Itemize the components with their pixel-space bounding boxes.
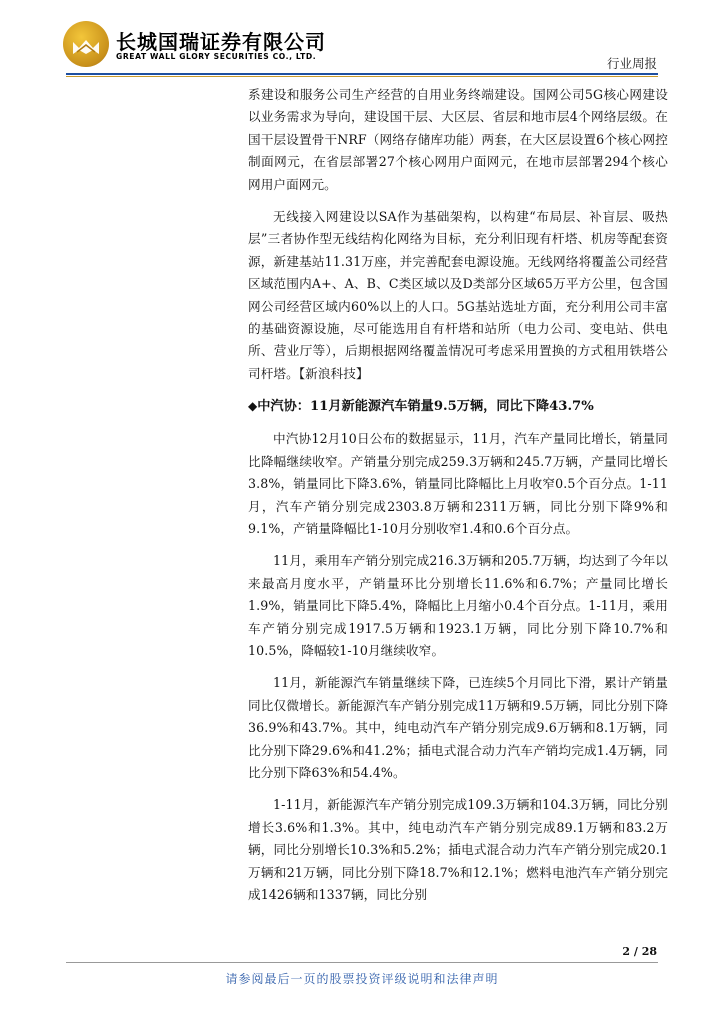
paragraph-grid-core-network: 系建设和服务公司生产经营的自用业务终端建设。国网公司5G核心网建设以业务需求为导向，建设国干层、大区层、省层和地市层4个网络层级。在国干层设置骨干NRF（网络存储库功能）两套，在大区层设置6个核心网控制面网元，在省层部署27个核心网用户面网元，在地市层部署294个核心网用户面网元。 <box>248 87 668 192</box>
page-number: 2 / 28 <box>622 945 657 958</box>
section-title-text: 中汽协：11月新能源汽车销量9.5万辆，同比下降43.7% <box>257 399 594 415</box>
diamond-bullet-icon: ◆ <box>248 399 258 414</box>
paragraph-nev-ytd: 1-11月，新能源汽车产销分别完成109.3万辆和104.3万辆，同比分别增长3.6%和1.3%。其中，纯电动汽车产销分别完成89.1万辆和83.2万辆，同比分别增长10.3%和5.2%；插电式混合动力汽车产销分别完成20.1万辆和21万辆，同比分别下降18.7%和12.1%；燃料电池汽车产销分别完成1426辆和1337辆，同比分别 <box>248 797 668 902</box>
company-name-cn: 长城国瑞证券有限公司 <box>116 30 326 54</box>
report-type-label: 行业周报 <box>606 56 657 71</box>
paragraph-wireless-access: 无线接入网建设以SA作为基础架构，以构建“布局层、补盲层、吸热层”三者协作型无线结构化网络为目标，充分利旧现有杆塔、机房等配套资源，新建基站11.31万座，并完善配套电源设施。无线网络将覆盖公司经营区域范围内A+、A、B、C类区域以及D类部分区域65万平方公里，包含国网公司经营区域内60%以上的人口。5G基站选址方面，充分利用公司丰富的基础资源设施，尽可能选用自有杆塔和站所（电力公司、变电站、供电所、营业厅等），后期根据网络覆盖情况可考虑采用置换的方式租用铁塔公司杆塔。【新浪科技】 <box>248 209 668 381</box>
header-rule-gold <box>66 76 658 77</box>
paragraph-passenger-cars: 11月，乘用车产销分别完成216.3万辆和205.7万辆，均达到了今年以来最高月度水平，产销量环比分别增长11.6%和6.7%；产量同比增长1.9%，销量同比下降5.4%，降幅比上月缩小0.4个百分点。1-11月，乘用车产销分别完成1917.5万辆和1923.1万辆，同比分别下降10.7%和10.5%，降幅较1-10月继续收窄。 <box>248 553 668 658</box>
article-body <box>248 84 668 916</box>
page-header <box>0 0 724 80</box>
footer-rule <box>66 962 658 963</box>
paragraph-auto-overall: 中汽协12月10日公布的数据显示，11月，汽车产量同比增长，销量同比降幅继续收窄。产销量分别完成259.3万辆和245.7万辆，产量同比增长3.8%，销量同比下降3.6%，销量同比降幅比上月收窄0.5个百分点。1-11月，汽车产销分别完成2303.8万辆和2311万辆，同比分别下降9%和9.1%，产销量降幅比1-10月分别收窄1.4和0.6个百分点。 <box>248 431 668 536</box>
logo-wall-icon <box>71 36 101 56</box>
header-rule-blue <box>66 73 658 75</box>
company-name-en: GREAT WALL GLORY SECURITIES CO., LTD. <box>116 52 317 61</box>
paragraph-nev-november: 11月，新能源汽车销量继续下降，已连续5个月同比下滑，累计产销量同比仅微增长。新能源汽车产销分别完成11万辆和9.5万辆，同比分别下降36.9%和43.7%。其中，纯电动汽车产销分别完成9.6万辆和8.1万辆，同比分别下降29.6%和41.2%；插电式混合动力汽车产销均完成1.4万辆，同比分别下降63%和54.4%。 <box>248 675 668 780</box>
legal-disclaimer: 请参阅最后一页的股票投资评级说明和法律声明 <box>225 972 499 986</box>
section-title-caam <box>248 395 668 418</box>
